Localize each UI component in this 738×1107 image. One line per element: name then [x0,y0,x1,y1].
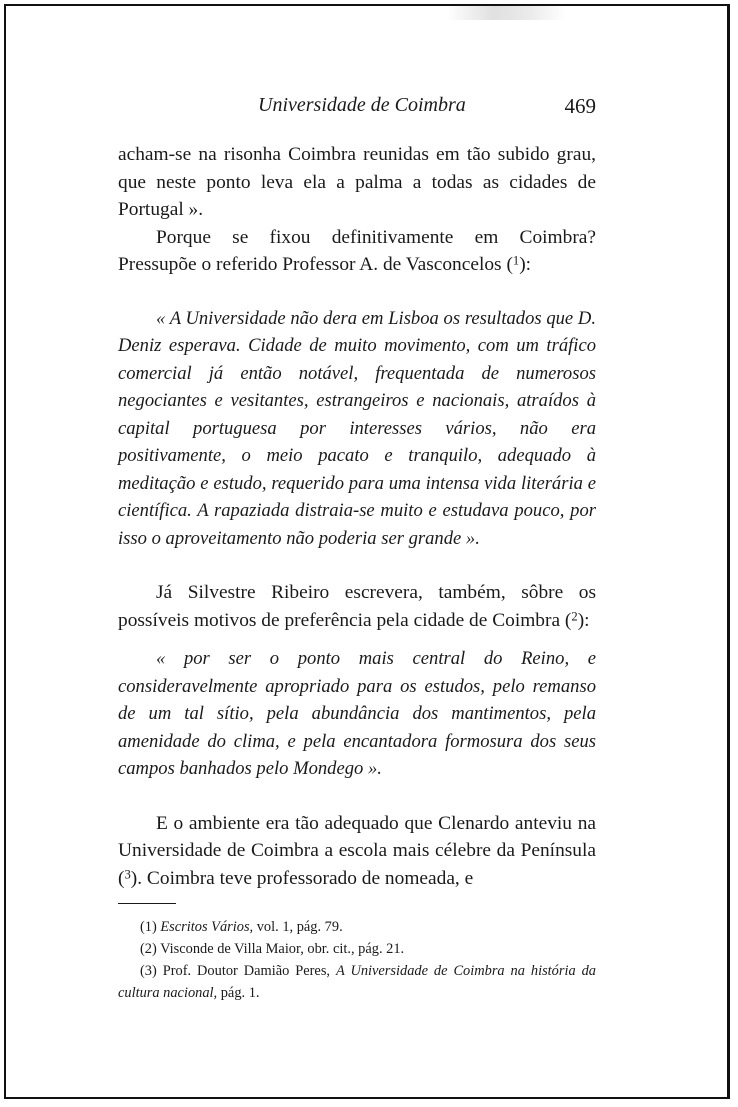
footnote-1 [118,916,596,938]
paragraph-clenardo-text: E o ambiente era tão adequado que Clenardo anteviu na Universidade de Coimbra a escola mais célebre da Península ( [118,812,596,889]
paragraph-silvestre-end: ): [577,609,590,631]
scan-smudge [446,6,566,20]
running-head [118,94,596,124]
paragraph-question-text: Porque se fixou definitivamente em Coimbra? Pressupõe o referido Professor A. de Vasconcelos ( [118,226,596,275]
page-number: 469 [564,94,596,118]
footnote-ref-1: 1 [512,253,520,268]
footnote-1-title: Escritos Vários, [160,919,254,935]
footnote-ref-2: 2 [571,608,578,623]
footnote-1-rest: vol. 1, pág. 79. [253,919,343,935]
paragraph-clenardo-end: ). Coimbra teve professorado de nomeada, e [130,867,474,889]
block-quote-vasconcelos: « A Universidade não dera em Lisboa os resultados que D. Deniz esperava. Cidade de muito movimento, com um tráfico comercial já então notável, frequentada de numerosos negociantes e vesitantes, estrangeiros e nacionais, atraídos à capital portuguesa por interesses vários, não era positivamente, o meio pacato e tranquilo, adequado à meditação e estudo, requerido para uma intensa vida literária e científica. A rapaziada distraia-se muito e estudava pouco, por isso o aproveitamento não poderia ser grande ». [118,307,596,549]
footnote-2 [118,938,596,960]
paragraph-continuation: acham-se na risonha Coimbra reunidas em tão subido grau, que neste ponto leva ela a palma a todas as cidades de Portugal ». [118,144,596,220]
footnote-ref-3: 3 [124,866,131,881]
book-page [4,4,730,1099]
paragraph-question [118,224,596,279]
paragraph-silvestre-text: Já Silvestre Ribeiro escrevera, também, sôbre os possíveis motivos de preferência pela cidade de Coimbra ( [118,582,596,631]
footnote-1-mark: (1) [140,919,157,935]
footnote-2-mark: (2) [140,941,157,957]
footnote-3-rest: pág. 1. [217,985,260,1001]
footnote-3-title: A Universidade de Coimbra na história da cultura nacional, [118,963,596,1001]
paragraph-silvestre [118,579,596,634]
block-quote-silvestre: « por ser o ponto mais central do Reino, e consideravelmente apropriado para os estudos, pelo remanso de um tal sítio, pela abundância dos mantimentos, pela amenidade do clima, e pela encantadora formosura dos seus campos banhados pelo Mondego ». [118,648,596,779]
paragraph-question-end: ): [519,254,532,275]
footnote-separator [118,903,176,904]
footnote-2-rest: Visconde de Villa Maior, obr. cit., pág. 21. [156,941,405,957]
footnote-3 [118,960,596,1004]
footnote-3-mark: (3) [140,963,157,979]
running-title: Universidade de Coimbra [258,94,466,116]
footnote-3-pre: Prof. Doutor Damião Peres, [156,963,336,979]
body-text [118,141,596,1004]
footnotes [118,916,596,1004]
paragraph-clenardo [118,810,596,893]
